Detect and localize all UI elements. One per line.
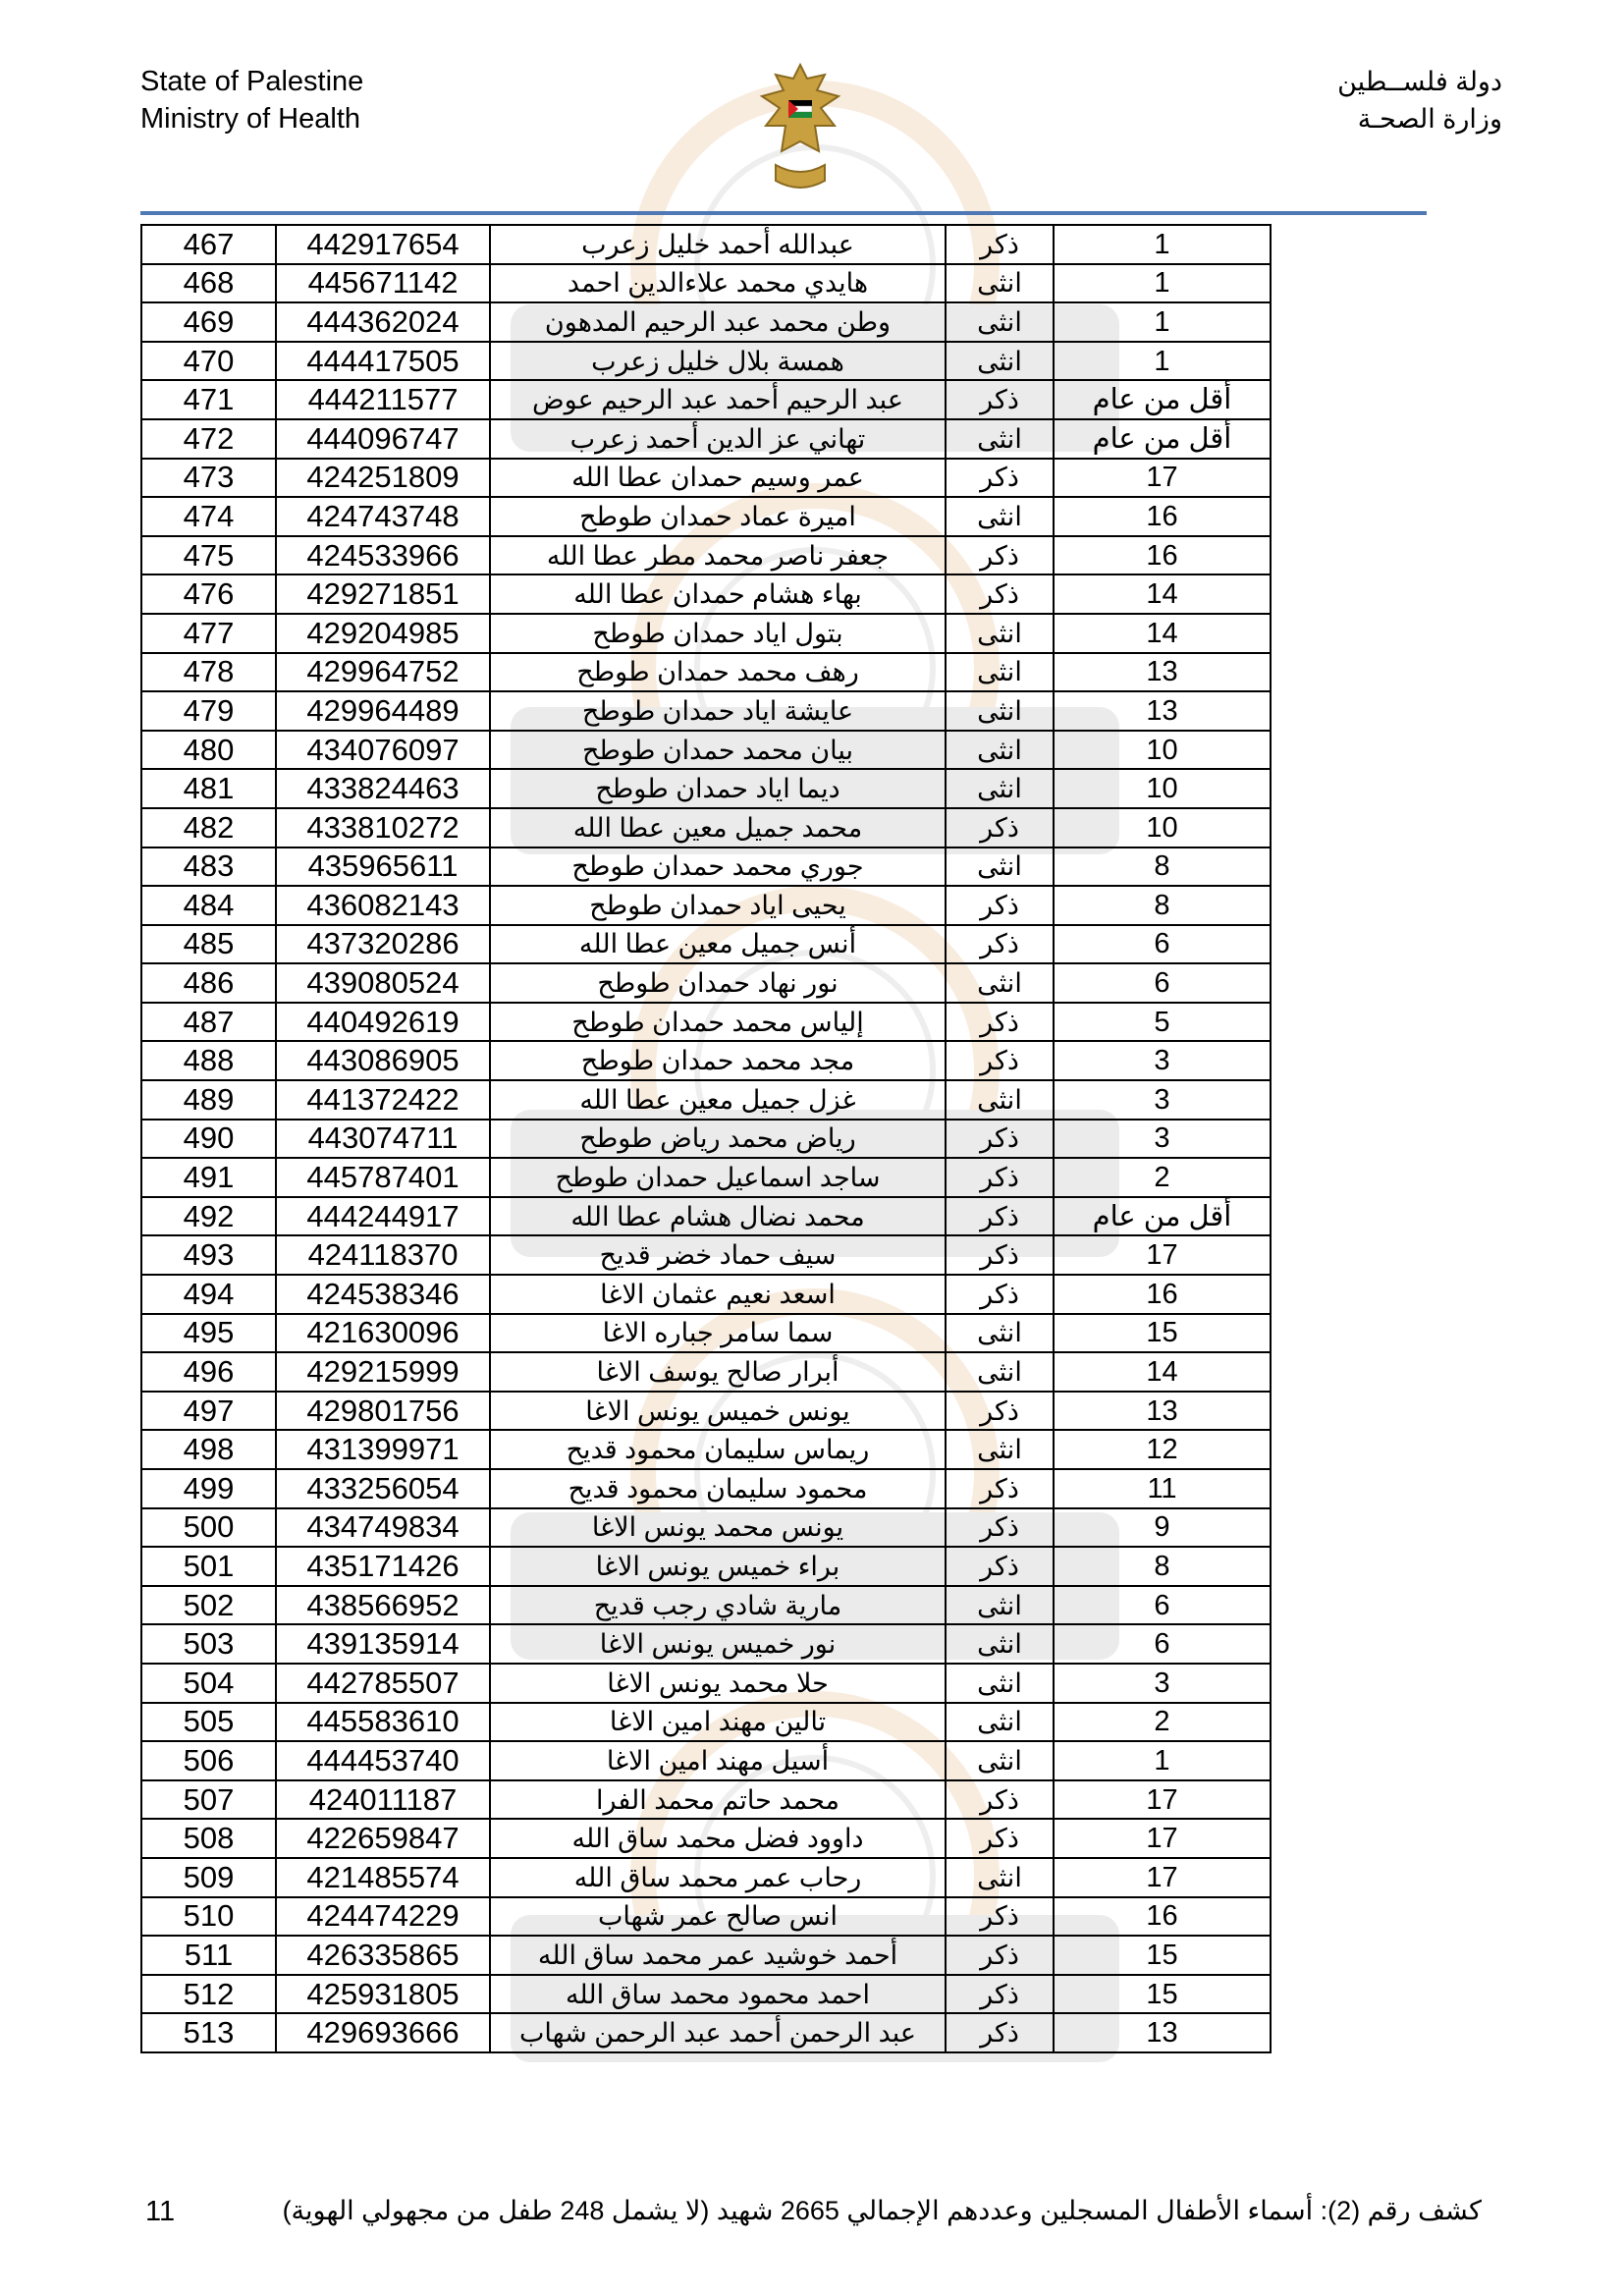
gender-cell: ذكر: [946, 536, 1054, 575]
seq-cell: 499: [141, 1469, 276, 1508]
seq-cell: 500: [141, 1508, 276, 1548]
palestine-eagle-emblem-icon: [756, 57, 844, 204]
table-row: [141, 1936, 1271, 1975]
table-row: [141, 1080, 1271, 1120]
header-ministry: Ministry of Health: [140, 103, 361, 135]
seq-cell: 482: [141, 808, 276, 847]
age-cell: 17: [1054, 459, 1271, 498]
seq-cell: 483: [141, 847, 276, 887]
name-cell: عمر وسيم حمدان عطا الله: [490, 459, 946, 498]
id-cell: 444362024: [276, 302, 490, 342]
header-arabic: [1337, 63, 1502, 137]
seq-cell: 510: [141, 1897, 276, 1937]
seq-cell: 504: [141, 1664, 276, 1703]
age-cell: 16: [1054, 497, 1271, 536]
age-cell: 6: [1054, 1624, 1271, 1664]
age-cell: 17: [1054, 1780, 1271, 1820]
name-cell: أبرار صالح يوسف الاغا: [490, 1352, 946, 1392]
age-cell: أقل من عام: [1054, 380, 1271, 419]
table-row: [141, 1352, 1271, 1392]
header-state-ar: دولة فلســطين: [1337, 67, 1502, 96]
name-cell: مارية شادي رجب قديح: [490, 1586, 946, 1625]
id-cell: 424251809: [276, 459, 490, 498]
seq-cell: 480: [141, 731, 276, 770]
seq-cell: 467: [141, 225, 276, 264]
header-divider: [140, 211, 1427, 215]
seq-cell: 507: [141, 1780, 276, 1820]
table-row: [141, 536, 1271, 575]
gender-cell: ذكر: [946, 925, 1054, 964]
seq-cell: 494: [141, 1275, 276, 1314]
seq-cell: 498: [141, 1430, 276, 1469]
gender-cell: انثى: [946, 769, 1054, 808]
id-cell: 424533966: [276, 536, 490, 575]
gender-cell: انثى: [946, 302, 1054, 342]
age-cell: 6: [1054, 1586, 1271, 1625]
table-row: [141, 1275, 1271, 1314]
age-cell: 6: [1054, 963, 1271, 1003]
seq-cell: 479: [141, 691, 276, 731]
seq-cell: 491: [141, 1158, 276, 1197]
name-cell: اسعد نعيم عثمان الاغا: [490, 1275, 946, 1314]
gender-cell: انثى: [946, 1080, 1054, 1120]
gender-cell: ذكر: [946, 1819, 1054, 1858]
age-cell: 13: [1054, 691, 1271, 731]
name-cell: أنس جميل معين عطا الله: [490, 925, 946, 964]
gender-cell: ذكر: [946, 1975, 1054, 2014]
gender-cell: انثى: [946, 1741, 1054, 1780]
table-row: [141, 302, 1271, 342]
id-cell: 433824463: [276, 769, 490, 808]
gender-cell: ذكر: [946, 1235, 1054, 1275]
age-cell: 15: [1054, 1975, 1271, 2014]
seq-cell: 509: [141, 1858, 276, 1897]
id-cell: 445583610: [276, 1703, 490, 1742]
age-cell: 3: [1054, 1664, 1271, 1703]
age-cell: 5: [1054, 1003, 1271, 1042]
name-cell: سما سامر جباره الاغا: [490, 1314, 946, 1353]
name-cell: محمد حاتم محمد الفرا: [490, 1780, 946, 1820]
table-row: [141, 1819, 1271, 1858]
name-cell: رهف محمد حمدان طوطح: [490, 653, 946, 692]
name-cell: رياض محمد رياض طوطح: [490, 1120, 946, 1159]
name-cell: يونس خميس يونس الاغا: [490, 1392, 946, 1431]
name-cell: انس صالح عمر شهاب: [490, 1897, 946, 1937]
age-cell: 14: [1054, 574, 1271, 614]
gender-cell: انثى: [946, 1624, 1054, 1664]
age-cell: 1: [1054, 302, 1271, 342]
id-cell: 435965611: [276, 847, 490, 887]
age-cell: 1: [1054, 342, 1271, 381]
seq-cell: 513: [141, 2013, 276, 2052]
age-cell: 10: [1054, 808, 1271, 847]
id-cell: 424743748: [276, 497, 490, 536]
name-cell: يونس محمد يونس الاغا: [490, 1508, 946, 1548]
id-cell: 444453740: [276, 1741, 490, 1780]
id-cell: 433256054: [276, 1469, 490, 1508]
name-cell: محمد جميل معين عطا الله: [490, 808, 946, 847]
table-row: [141, 614, 1271, 653]
seq-cell: 496: [141, 1352, 276, 1392]
age-cell: 8: [1054, 1547, 1271, 1586]
name-cell: احمد محمود محمد ساق الله: [490, 1975, 946, 2014]
table-row: [141, 1158, 1271, 1197]
table-row: [141, 1858, 1271, 1897]
gender-cell: ذكر: [946, 808, 1054, 847]
table-row: [141, 1703, 1271, 1742]
age-cell: 10: [1054, 731, 1271, 770]
name-cell: تالين مهند امين الاغا: [490, 1703, 946, 1742]
name-cell: نور نهاد حمدان طوطح: [490, 963, 946, 1003]
id-cell: 444211577: [276, 380, 490, 419]
seq-cell: 503: [141, 1624, 276, 1664]
name-cell: بتول اياد حمدان طوطح: [490, 614, 946, 653]
seq-cell: 478: [141, 653, 276, 692]
seq-cell: 470: [141, 342, 276, 381]
id-cell: 429964752: [276, 653, 490, 692]
age-cell: 13: [1054, 1392, 1271, 1431]
id-cell: 438566952: [276, 1586, 490, 1625]
gender-cell: ذكر: [946, 380, 1054, 419]
gender-cell: ذكر: [946, 459, 1054, 498]
age-cell: 1: [1054, 225, 1271, 264]
seq-cell: 505: [141, 1703, 276, 1742]
table-row: [141, 847, 1271, 887]
table-row: [141, 886, 1271, 925]
id-cell: 444244917: [276, 1197, 490, 1236]
seq-cell: 484: [141, 886, 276, 925]
gender-cell: ذكر: [946, 574, 1054, 614]
table-row: [141, 1197, 1271, 1236]
seq-cell: 492: [141, 1197, 276, 1236]
table-row: [141, 1120, 1271, 1159]
age-cell: 3: [1054, 1080, 1271, 1120]
table-row: [141, 1041, 1271, 1080]
age-cell: 9: [1054, 1508, 1271, 1548]
age-cell: 17: [1054, 1235, 1271, 1275]
seq-cell: 511: [141, 1936, 276, 1975]
seq-cell: 490: [141, 1120, 276, 1159]
age-cell: 2: [1054, 1703, 1271, 1742]
table-row: [141, 731, 1271, 770]
age-cell: 1: [1054, 1741, 1271, 1780]
id-cell: 421485574: [276, 1858, 490, 1897]
age-cell: 14: [1054, 614, 1271, 653]
table-row: [141, 1430, 1271, 1469]
table-row: [141, 1586, 1271, 1625]
table-row: [141, 653, 1271, 692]
seq-cell: 475: [141, 536, 276, 575]
name-cell: داوود فضل محمد ساق الله: [490, 1819, 946, 1858]
table-row: [141, 380, 1271, 419]
table-row: [141, 1547, 1271, 1586]
seq-cell: 489: [141, 1080, 276, 1120]
gender-cell: انثى: [946, 1586, 1054, 1625]
table-row: [141, 808, 1271, 847]
id-cell: 424538346: [276, 1275, 490, 1314]
name-cell: اميرة عماد حمدان طوطح: [490, 497, 946, 536]
table-row: [141, 225, 1271, 264]
name-cell: هايدي محمد علاءالدين احمد: [490, 264, 946, 303]
seq-cell: 493: [141, 1235, 276, 1275]
gender-cell: ذكر: [946, 1392, 1054, 1431]
name-cell: عايشة اياد حمدان طوطح: [490, 691, 946, 731]
seq-cell: 473: [141, 459, 276, 498]
age-cell: أقل من عام: [1054, 419, 1271, 459]
seq-cell: 471: [141, 380, 276, 419]
age-cell: 17: [1054, 1819, 1271, 1858]
gender-cell: انثى: [946, 1858, 1054, 1897]
age-cell: 13: [1054, 2013, 1271, 2052]
gender-cell: ذكر: [946, 1041, 1054, 1080]
age-cell: 6: [1054, 925, 1271, 964]
id-cell: 439135914: [276, 1624, 490, 1664]
id-cell: 444096747: [276, 419, 490, 459]
name-cell: أسيل مهند امين الاغا: [490, 1741, 946, 1780]
id-cell: 424474229: [276, 1897, 490, 1937]
id-cell: 443086905: [276, 1041, 490, 1080]
id-cell: 442917654: [276, 225, 490, 264]
age-cell: 3: [1054, 1120, 1271, 1159]
name-cell: عبد الرحمن أحمد عبد الرحمن شهاب: [490, 2013, 946, 2052]
seq-cell: 501: [141, 1547, 276, 1586]
age-cell: 8: [1054, 886, 1271, 925]
id-cell: 424011187: [276, 1780, 490, 1820]
gender-cell: انثى: [946, 691, 1054, 731]
id-cell: 441372422: [276, 1080, 490, 1120]
seq-cell: 481: [141, 769, 276, 808]
gender-cell: ذكر: [946, 1508, 1054, 1548]
name-cell: وطن محمد عبد الرحيم المدهون: [490, 302, 946, 342]
seq-cell: 477: [141, 614, 276, 653]
gender-cell: ذكر: [946, 1547, 1054, 1586]
header-state: State of Palestine: [140, 66, 364, 97]
name-cell: بيان محمد حمدان طوطح: [490, 731, 946, 770]
gender-cell: ذكر: [946, 1469, 1054, 1508]
table-row: [141, 574, 1271, 614]
age-cell: 3: [1054, 1041, 1271, 1080]
gender-cell: ذكر: [946, 1003, 1054, 1042]
name-cell: براء خميس يونس الاغا: [490, 1547, 946, 1586]
seq-cell: 469: [141, 302, 276, 342]
age-cell: 15: [1054, 1314, 1271, 1353]
gender-cell: انثى: [946, 963, 1054, 1003]
gender-cell: ذكر: [946, 1897, 1054, 1937]
id-cell: 435171426: [276, 1547, 490, 1586]
id-cell: 424118370: [276, 1235, 490, 1275]
name-cell: أحمد خوشيد عمر محمد ساق الله: [490, 1936, 946, 1975]
id-cell: 444417505: [276, 342, 490, 381]
name-cell: حلا محمد يونس الاغا: [490, 1664, 946, 1703]
name-cell: إلياس محمد حمدان طوطح: [490, 1003, 946, 1042]
gender-cell: انثى: [946, 497, 1054, 536]
name-cell: مجد محمد حمدان طوطح: [490, 1041, 946, 1080]
seq-cell: 512: [141, 1975, 276, 2014]
table-row: [141, 691, 1271, 731]
id-cell: 429215999: [276, 1352, 490, 1392]
id-cell: 434749834: [276, 1508, 490, 1548]
table-row: [141, 419, 1271, 459]
name-cell: عبدالله أحمد خليل زعرب: [490, 225, 946, 264]
table-row: [141, 1624, 1271, 1664]
seq-cell: 485: [141, 925, 276, 964]
gender-cell: انثى: [946, 653, 1054, 692]
gender-cell: انثى: [946, 1314, 1054, 1353]
table-row: [141, 925, 1271, 964]
id-cell: 445671142: [276, 264, 490, 303]
age-cell: 16: [1054, 1897, 1271, 1937]
age-cell: 16: [1054, 536, 1271, 575]
table-row: [141, 342, 1271, 381]
gender-cell: انثى: [946, 731, 1054, 770]
name-cell: بهاء هشام حمدان عطا الله: [490, 574, 946, 614]
table-row: [141, 963, 1271, 1003]
id-cell: 431399971: [276, 1430, 490, 1469]
gender-cell: انثى: [946, 1703, 1054, 1742]
id-cell: 429204985: [276, 614, 490, 653]
table-row: [141, 769, 1271, 808]
name-cell: ديما اياد حمدان طوطح: [490, 769, 946, 808]
gender-cell: انثى: [946, 1430, 1054, 1469]
name-cell: جوري محمد حمدان طوطح: [490, 847, 946, 887]
table-row: [141, 1235, 1271, 1275]
table-row: [141, 1664, 1271, 1703]
age-cell: 10: [1054, 769, 1271, 808]
seq-cell: 497: [141, 1392, 276, 1431]
header-english: [140, 63, 363, 137]
age-cell: 13: [1054, 653, 1271, 692]
name-cell: همسة بلال خليل زعرب: [490, 342, 946, 381]
id-cell: 422659847: [276, 1819, 490, 1858]
gender-cell: انثى: [946, 847, 1054, 887]
gender-cell: انثى: [946, 1664, 1054, 1703]
name-cell: نور خميس يونس الاغا: [490, 1624, 946, 1664]
gender-cell: ذكر: [946, 886, 1054, 925]
table-row: [141, 1975, 1271, 2014]
seq-cell: 472: [141, 419, 276, 459]
name-cell: ساجد اسماعيل حمدان طوطح: [490, 1158, 946, 1197]
age-cell: 14: [1054, 1352, 1271, 1392]
id-cell: 429801756: [276, 1392, 490, 1431]
id-cell: 442785507: [276, 1664, 490, 1703]
name-cell: رحاب عمر محمد ساق الله: [490, 1858, 946, 1897]
gender-cell: ذكر: [946, 225, 1054, 264]
table-row: [141, 1508, 1271, 1548]
id-cell: 429964489: [276, 691, 490, 731]
seq-cell: 486: [141, 963, 276, 1003]
id-cell: 445787401: [276, 1158, 490, 1197]
age-cell: 17: [1054, 1858, 1271, 1897]
id-cell: 443074711: [276, 1120, 490, 1159]
age-cell: 15: [1054, 1936, 1271, 1975]
age-cell: 2: [1054, 1158, 1271, 1197]
seq-cell: 495: [141, 1314, 276, 1353]
id-cell: 439080524: [276, 963, 490, 1003]
header-ministry-ar: وزارة الصحـة: [1357, 104, 1502, 134]
gender-cell: ذكر: [946, 1275, 1054, 1314]
id-cell: 429693666: [276, 2013, 490, 2052]
seq-cell: 474: [141, 497, 276, 536]
gender-cell: انثى: [946, 614, 1054, 653]
name-cell: يحيى اياد حمدان طوطح: [490, 886, 946, 925]
table-row: [141, 1469, 1271, 1508]
id-cell: 425931805: [276, 1975, 490, 2014]
name-cell: ريماس سليمان محمود قديح: [490, 1430, 946, 1469]
gender-cell: ذكر: [946, 1197, 1054, 1236]
gender-cell: ذكر: [946, 2013, 1054, 2052]
name-cell: عبد الرحيم أحمد عبد الرحيم عوض: [490, 380, 946, 419]
gender-cell: ذكر: [946, 1120, 1054, 1159]
gender-cell: ذكر: [946, 1936, 1054, 1975]
gender-cell: انثى: [946, 1352, 1054, 1392]
age-cell: 16: [1054, 1275, 1271, 1314]
table-row: [141, 264, 1271, 303]
table-row: [141, 459, 1271, 498]
table-caption: كشف رقم (2): أسماء الأطفال المسجلين وعددهم الإجمالي 2665 شهيد (لا يشمل 248 طفل من مجهولي الهوية): [282, 2196, 1482, 2225]
table-row: [141, 2013, 1271, 2052]
table-row: [141, 1780, 1271, 1820]
table-row: [141, 1741, 1271, 1780]
gender-cell: انثى: [946, 264, 1054, 303]
age-cell: أقل من عام: [1054, 1197, 1271, 1236]
id-cell: 429271851: [276, 574, 490, 614]
gender-cell: انثى: [946, 342, 1054, 381]
name-cell: غزل جميل معين عطا الله: [490, 1080, 946, 1120]
name-cell: محمود سليمان محمود قديح: [490, 1469, 946, 1508]
table-row: [141, 1897, 1271, 1937]
gender-cell: ذكر: [946, 1158, 1054, 1197]
table-row: [141, 1003, 1271, 1042]
table-row: [141, 1314, 1271, 1353]
table-row: [141, 497, 1271, 536]
gender-cell: ذكر: [946, 1780, 1054, 1820]
page-number: 11: [145, 2196, 176, 2227]
id-cell: 421630096: [276, 1314, 490, 1353]
id-cell: 440492619: [276, 1003, 490, 1042]
name-cell: جعفر ناصر محمد مطر عطا الله: [490, 536, 946, 575]
seq-cell: 508: [141, 1819, 276, 1858]
seq-cell: 476: [141, 574, 276, 614]
seq-cell: 488: [141, 1041, 276, 1080]
age-cell: 12: [1054, 1430, 1271, 1469]
id-cell: 433810272: [276, 808, 490, 847]
seq-cell: 506: [141, 1741, 276, 1780]
id-cell: 434076097: [276, 731, 490, 770]
children-table: [140, 224, 1272, 2053]
name-cell: سيف حماد خضر قديح: [490, 1235, 946, 1275]
id-cell: 437320286: [276, 925, 490, 964]
gender-cell: انثى: [946, 419, 1054, 459]
id-cell: 426335865: [276, 1936, 490, 1975]
table-row: [141, 1392, 1271, 1431]
seq-cell: 502: [141, 1586, 276, 1625]
age-cell: 8: [1054, 847, 1271, 887]
seq-cell: 487: [141, 1003, 276, 1042]
seq-cell: 468: [141, 264, 276, 303]
name-cell: تهاني عز الدين أحمد زعرب: [490, 419, 946, 459]
id-cell: 436082143: [276, 886, 490, 925]
name-cell: محمد نضال هشام عطا الله: [490, 1197, 946, 1236]
age-cell: 11: [1054, 1469, 1271, 1508]
age-cell: 1: [1054, 264, 1271, 303]
